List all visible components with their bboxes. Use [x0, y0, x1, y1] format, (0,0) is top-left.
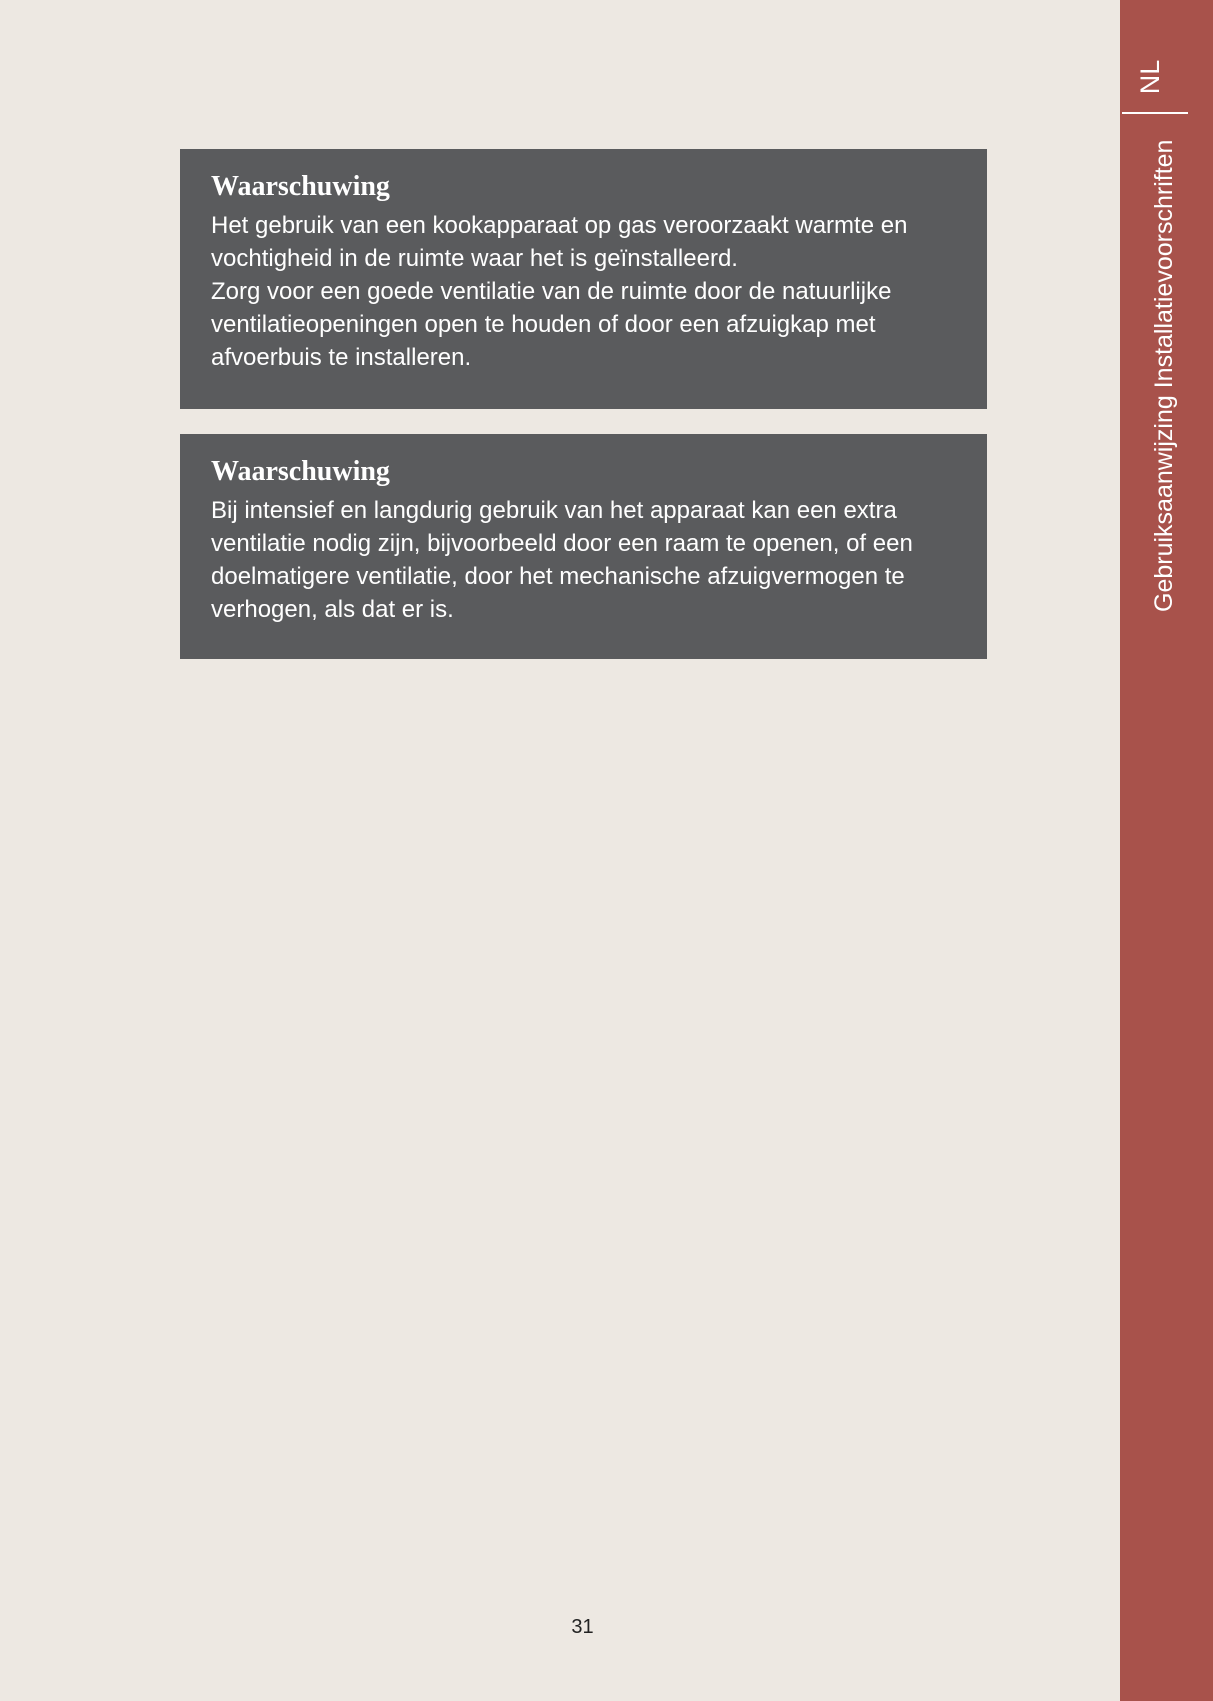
language-label: NL [1134, 59, 1165, 95]
warning-box [180, 149, 987, 409]
warning-text: Bij intensief en langdurig gebruik van het apparaat kan een extra ventilatie nodig zijn, bijvoorbeeld door een raam te openen, of een doelmatigere ventilatie, door het mechanische afzuigvermogen te verhogen, als dat er is. [211, 497, 913, 624]
side-tab-title: Gebruiksaanwijzing Installatievoorschriften [1150, 139, 1178, 612]
warning-title: Waarschuwing [211, 456, 390, 487]
warning-box [180, 434, 987, 659]
page-number: 31 [571, 1616, 594, 1638]
warning-text: Het gebruik van een kookapparaat op gas veroorzaakt warmte en vochtigheid in de ruimte waar het is geïnstalleerd. Zorg voor een goede ventilatie van de ruimte door de natuurlijke ventilatieopeningen open te houden of door een afzuigkap met afvoerbuis te installeren. [211, 212, 908, 372]
warning-title: Waarschuwing [211, 171, 390, 202]
side-tab-divider [1122, 112, 1188, 114]
